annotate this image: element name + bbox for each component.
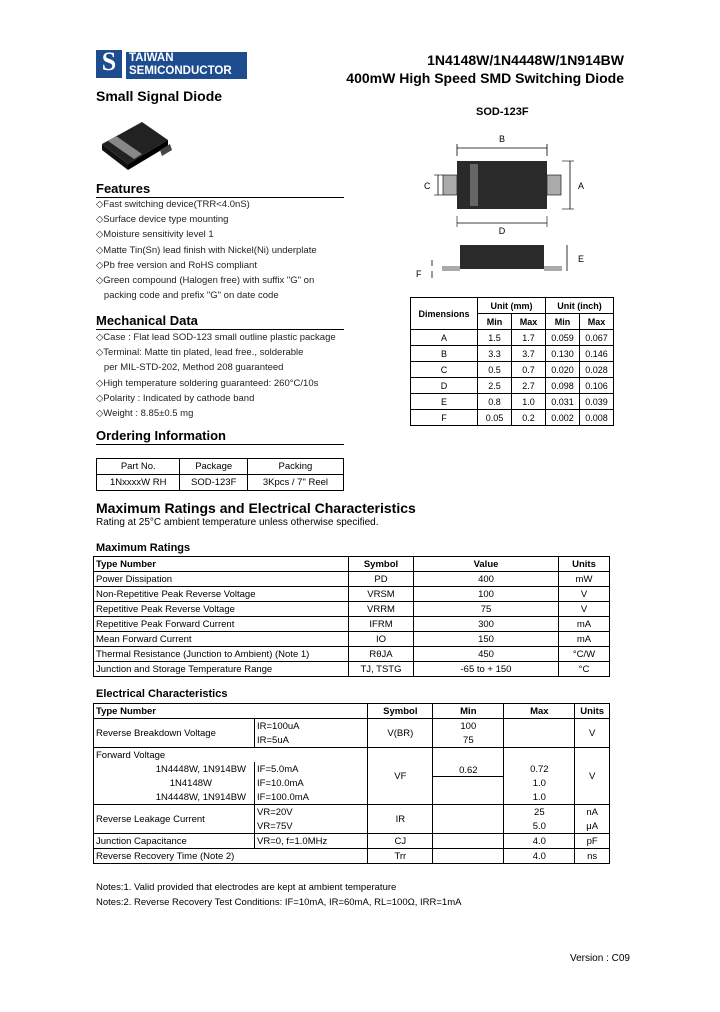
cell: Mean Forward Current [94, 632, 349, 647]
version-label: Version : C09 [569, 953, 630, 964]
cell: 0.5 [478, 362, 512, 378]
list-item: ◇Polarity : Indicated by cathode band [96, 392, 255, 404]
cell: CJ [368, 834, 433, 849]
cell: Repetitive Peak Reverse Voltage [94, 602, 349, 617]
package-photo [94, 114, 174, 174]
list-item: ◇Terminal: Matte tin plated, lead free., solderable [96, 347, 304, 359]
cell: F [411, 410, 478, 426]
table-row [411, 410, 614, 426]
cell: Symbol [349, 557, 414, 572]
note-2: Notes:2. Reverse Recovery Test Conditions: IF=10mA, IR=60mA, RL=100Ω, IRR=1mA [96, 897, 462, 908]
cell: 150 [414, 632, 559, 647]
cell: 3Kpcs / 7" Reel [247, 475, 343, 491]
table-row [411, 362, 614, 378]
cell: 1.7 [512, 330, 546, 346]
cell: 75 [414, 602, 559, 617]
cell: 1NxxxxW RH [97, 475, 180, 491]
list-item: ◇Weight : 8.85±0.5 mg [96, 408, 194, 420]
cell: V [575, 748, 610, 805]
cell: IF=5.0mA [255, 762, 368, 776]
cell: Units [559, 557, 610, 572]
cell [433, 834, 504, 849]
table-row [94, 762, 610, 776]
cell: 2.7 [512, 378, 546, 394]
dim-header-min: Min [546, 314, 580, 330]
cell [504, 719, 575, 748]
cell: 0.72 [504, 762, 575, 776]
cell: 300 [414, 617, 559, 632]
logo-line1: TAIWAN [129, 52, 174, 64]
cell: 0.8 [478, 394, 512, 410]
cell: A [411, 330, 478, 346]
cell: mA [559, 632, 610, 647]
cell: Reverse Recovery Time (Note 2) [94, 849, 368, 864]
cell: 0.002 [546, 410, 580, 426]
dim-label-c: C [424, 181, 431, 191]
cell [433, 849, 504, 864]
table-row [97, 475, 344, 491]
cell: 0.059 [546, 330, 580, 346]
cell: 25 [504, 805, 575, 820]
dim-header-mm: Unit (mm) [478, 298, 546, 314]
cell: Max [504, 704, 575, 719]
cell: RθJA [349, 647, 414, 662]
electrical-heading: Electrical Characteristics [96, 688, 228, 700]
list-item: ◇High temperature soldering guaranteed: 260°C/10s [96, 377, 319, 389]
cell: SOD-123F [180, 475, 247, 491]
dim-label-f: F [416, 269, 422, 279]
table-row [94, 834, 610, 849]
cell: Junction Capacitance [94, 834, 255, 849]
note-1: Notes:1. Valid provided that electrodes are kept at ambient temperature [96, 882, 397, 893]
cell: Package [180, 459, 247, 475]
dim-header-inch: Unit (inch) [546, 298, 614, 314]
cell: 0.098 [546, 378, 580, 394]
cell: 0.008 [580, 410, 614, 426]
cell: 1.0 [504, 790, 575, 805]
cell: V [575, 719, 610, 748]
table-row [94, 647, 610, 662]
dim-header-max: Max [512, 314, 546, 330]
cell: Type Number [94, 704, 368, 719]
cell: Min [433, 704, 504, 719]
cell: 4.0 [504, 849, 575, 864]
cell: 0.05 [478, 410, 512, 426]
cell: 1N4448W, 1N914BW [94, 790, 255, 805]
cell: Power Dissipation [94, 572, 349, 587]
cell: 3.3 [478, 346, 512, 362]
cell: IFRM [349, 617, 414, 632]
cell: 1N4148W [94, 776, 255, 790]
cell: 1.5 [478, 330, 512, 346]
cell: Part No. [97, 459, 180, 475]
cell: 100 [433, 719, 504, 734]
cell: TJ, TSTG [349, 662, 414, 677]
cell: Trr [368, 849, 433, 864]
product-subtitle: 400mW High Speed SMD Switching Diode [346, 70, 624, 86]
dim-label-b: B [498, 134, 506, 144]
list-item: packing code and prefix "G" on date code [96, 290, 279, 302]
electrical-table [93, 703, 610, 864]
features-heading: Features [96, 181, 344, 198]
logo-line2: SEMICONDUCTOR [129, 65, 232, 77]
table-row [94, 790, 610, 805]
package-name: SOD-123F [476, 106, 529, 118]
cell: 75 [433, 733, 504, 748]
dim-header-max: Max [580, 314, 614, 330]
package-outline-drawing [410, 128, 610, 284]
cell: Value [414, 557, 559, 572]
cell: Non-Repetitive Peak Reverse Voltage [94, 587, 349, 602]
cell: D [411, 378, 478, 394]
cell: VR=0, f=1.0MHz [255, 834, 368, 849]
cell: mW [559, 572, 610, 587]
cell: 1.0 [504, 776, 575, 790]
features-list [96, 197, 317, 303]
cell: 0.031 [546, 394, 580, 410]
cell: Symbol [368, 704, 433, 719]
table-row [411, 394, 614, 410]
cell: 0.130 [546, 346, 580, 362]
cell: 4.0 [504, 834, 575, 849]
cell: -65 to + 150 [414, 662, 559, 677]
list-item: ◇Matte Tin(Sn) lead finish with Nickel(Ni) underplate [96, 244, 317, 256]
cell: 450 [414, 647, 559, 662]
cell: 0.2 [512, 410, 546, 426]
table-row [94, 617, 610, 632]
cell: 0.146 [580, 346, 614, 362]
cell [433, 805, 504, 834]
list-item: ◇Surface device type mounting [96, 214, 229, 226]
cell: B [411, 346, 478, 362]
table-row [94, 849, 610, 864]
cell [504, 748, 575, 763]
cell: Repetitive Peak Forward Current [94, 617, 349, 632]
cell: 3.7 [512, 346, 546, 362]
cell: VF [368, 748, 433, 805]
mechanical-heading: Mechanical Data [96, 313, 344, 330]
list-item: ◇Case : Flat lead SOD-123 small outline plastic package [96, 332, 336, 343]
cell: ns [575, 849, 610, 864]
cell: 0.039 [580, 394, 614, 410]
cell: IR=5uA [255, 733, 368, 748]
cell: Type Number [94, 557, 349, 572]
cell: 1N4448W, 1N914BW [94, 762, 255, 776]
dim-header-dimensions: Dimensions [411, 298, 478, 330]
cell: IR [368, 805, 433, 834]
table-row [94, 632, 610, 647]
cell: pF [575, 834, 610, 849]
cell: E [411, 394, 478, 410]
list-item: ◇Green compound (Halogen free) with suffix "G" on [96, 275, 315, 287]
table-row [94, 602, 610, 617]
ordering-table [96, 458, 344, 491]
cell: Forward Voltage [94, 748, 368, 763]
cell: μA [575, 819, 610, 834]
dim-header-min: Min [478, 314, 512, 330]
cell: IR=100uA [255, 719, 368, 734]
table-row [94, 572, 610, 587]
cell: Reverse Breakdown Voltage [94, 719, 255, 748]
cell: 100 [414, 587, 559, 602]
cell: 0.7 [512, 362, 546, 378]
cell: °C/W [559, 647, 610, 662]
cell: 0.067 [580, 330, 614, 346]
cell: VRRM [349, 602, 414, 617]
cell: 5.0 [504, 819, 575, 834]
table-row [94, 587, 610, 602]
dimensions-table [410, 297, 614, 426]
dim-label-a: A [578, 181, 585, 191]
cell: VR=20V [255, 805, 368, 820]
max-ratings-heading: Maximum Ratings [96, 542, 191, 554]
cell: Units [575, 704, 610, 719]
cell: IF=10.0mA [255, 776, 368, 790]
table-row [411, 378, 614, 394]
dim-label-e: E [578, 254, 585, 264]
cell: V(BR) [368, 719, 433, 748]
list-item: ◇Moisture sensitivity level 1 [96, 229, 214, 241]
part-numbers-title: 1N4148W/1N4448W/1N914BW [427, 52, 624, 68]
table-row [94, 805, 610, 820]
cell: mA [559, 617, 610, 632]
ordering-heading: Ordering Information [96, 428, 344, 445]
table-row [94, 776, 610, 790]
mechanical-list [96, 330, 336, 421]
table-row [411, 346, 614, 362]
small-signal-heading: Small Signal Diode [96, 88, 223, 104]
cell: 2.5 [478, 378, 512, 394]
list-item: per MIL-STD-202, Method 208 guaranteed [96, 362, 284, 374]
table-row [94, 719, 610, 734]
cell: 0.62 [433, 748, 504, 777]
cell: °C [559, 662, 610, 677]
list-item: ◇Fast switching device(TRR<4.0nS) [96, 199, 250, 210]
cell [433, 776, 504, 805]
cell: C [411, 362, 478, 378]
ratings-note: Rating at 25°C ambient temperature unless otherwise specified. [96, 517, 379, 528]
cell: 0.106 [580, 378, 614, 394]
cell: 0.020 [546, 362, 580, 378]
cell: IO [349, 632, 414, 647]
table-header-row [94, 704, 610, 719]
cell: 1.0 [512, 394, 546, 410]
cell: Reverse Leakage Current [94, 805, 255, 834]
logo-s-glyph: S [101, 47, 117, 76]
cell: 0.028 [580, 362, 614, 378]
cell: nA [575, 805, 610, 820]
table-row [97, 459, 344, 475]
list-item: ◇Pb free version and RoHS compliant [96, 259, 257, 271]
company-logo-text [126, 52, 247, 79]
cell: V [559, 587, 610, 602]
cell: PD [349, 572, 414, 587]
table-header-row [94, 557, 610, 572]
cell: Packing [247, 459, 343, 475]
cell: Thermal Resistance (Junction to Ambient) (Note 1) [94, 647, 349, 662]
cell: 400 [414, 572, 559, 587]
table-row [94, 748, 610, 763]
cell: VR=75V [255, 819, 368, 834]
ratings-heading: Maximum Ratings and Electrical Characteristics [96, 500, 416, 516]
table-row [94, 662, 610, 677]
cell: Junction and Storage Temperature Range [94, 662, 349, 677]
dim-label-d: D [498, 226, 506, 236]
max-ratings-table [93, 556, 610, 677]
cell: V [559, 602, 610, 617]
cell: IF=100.0mA [255, 790, 368, 805]
cell: VRSM [349, 587, 414, 602]
table-row [411, 330, 614, 346]
